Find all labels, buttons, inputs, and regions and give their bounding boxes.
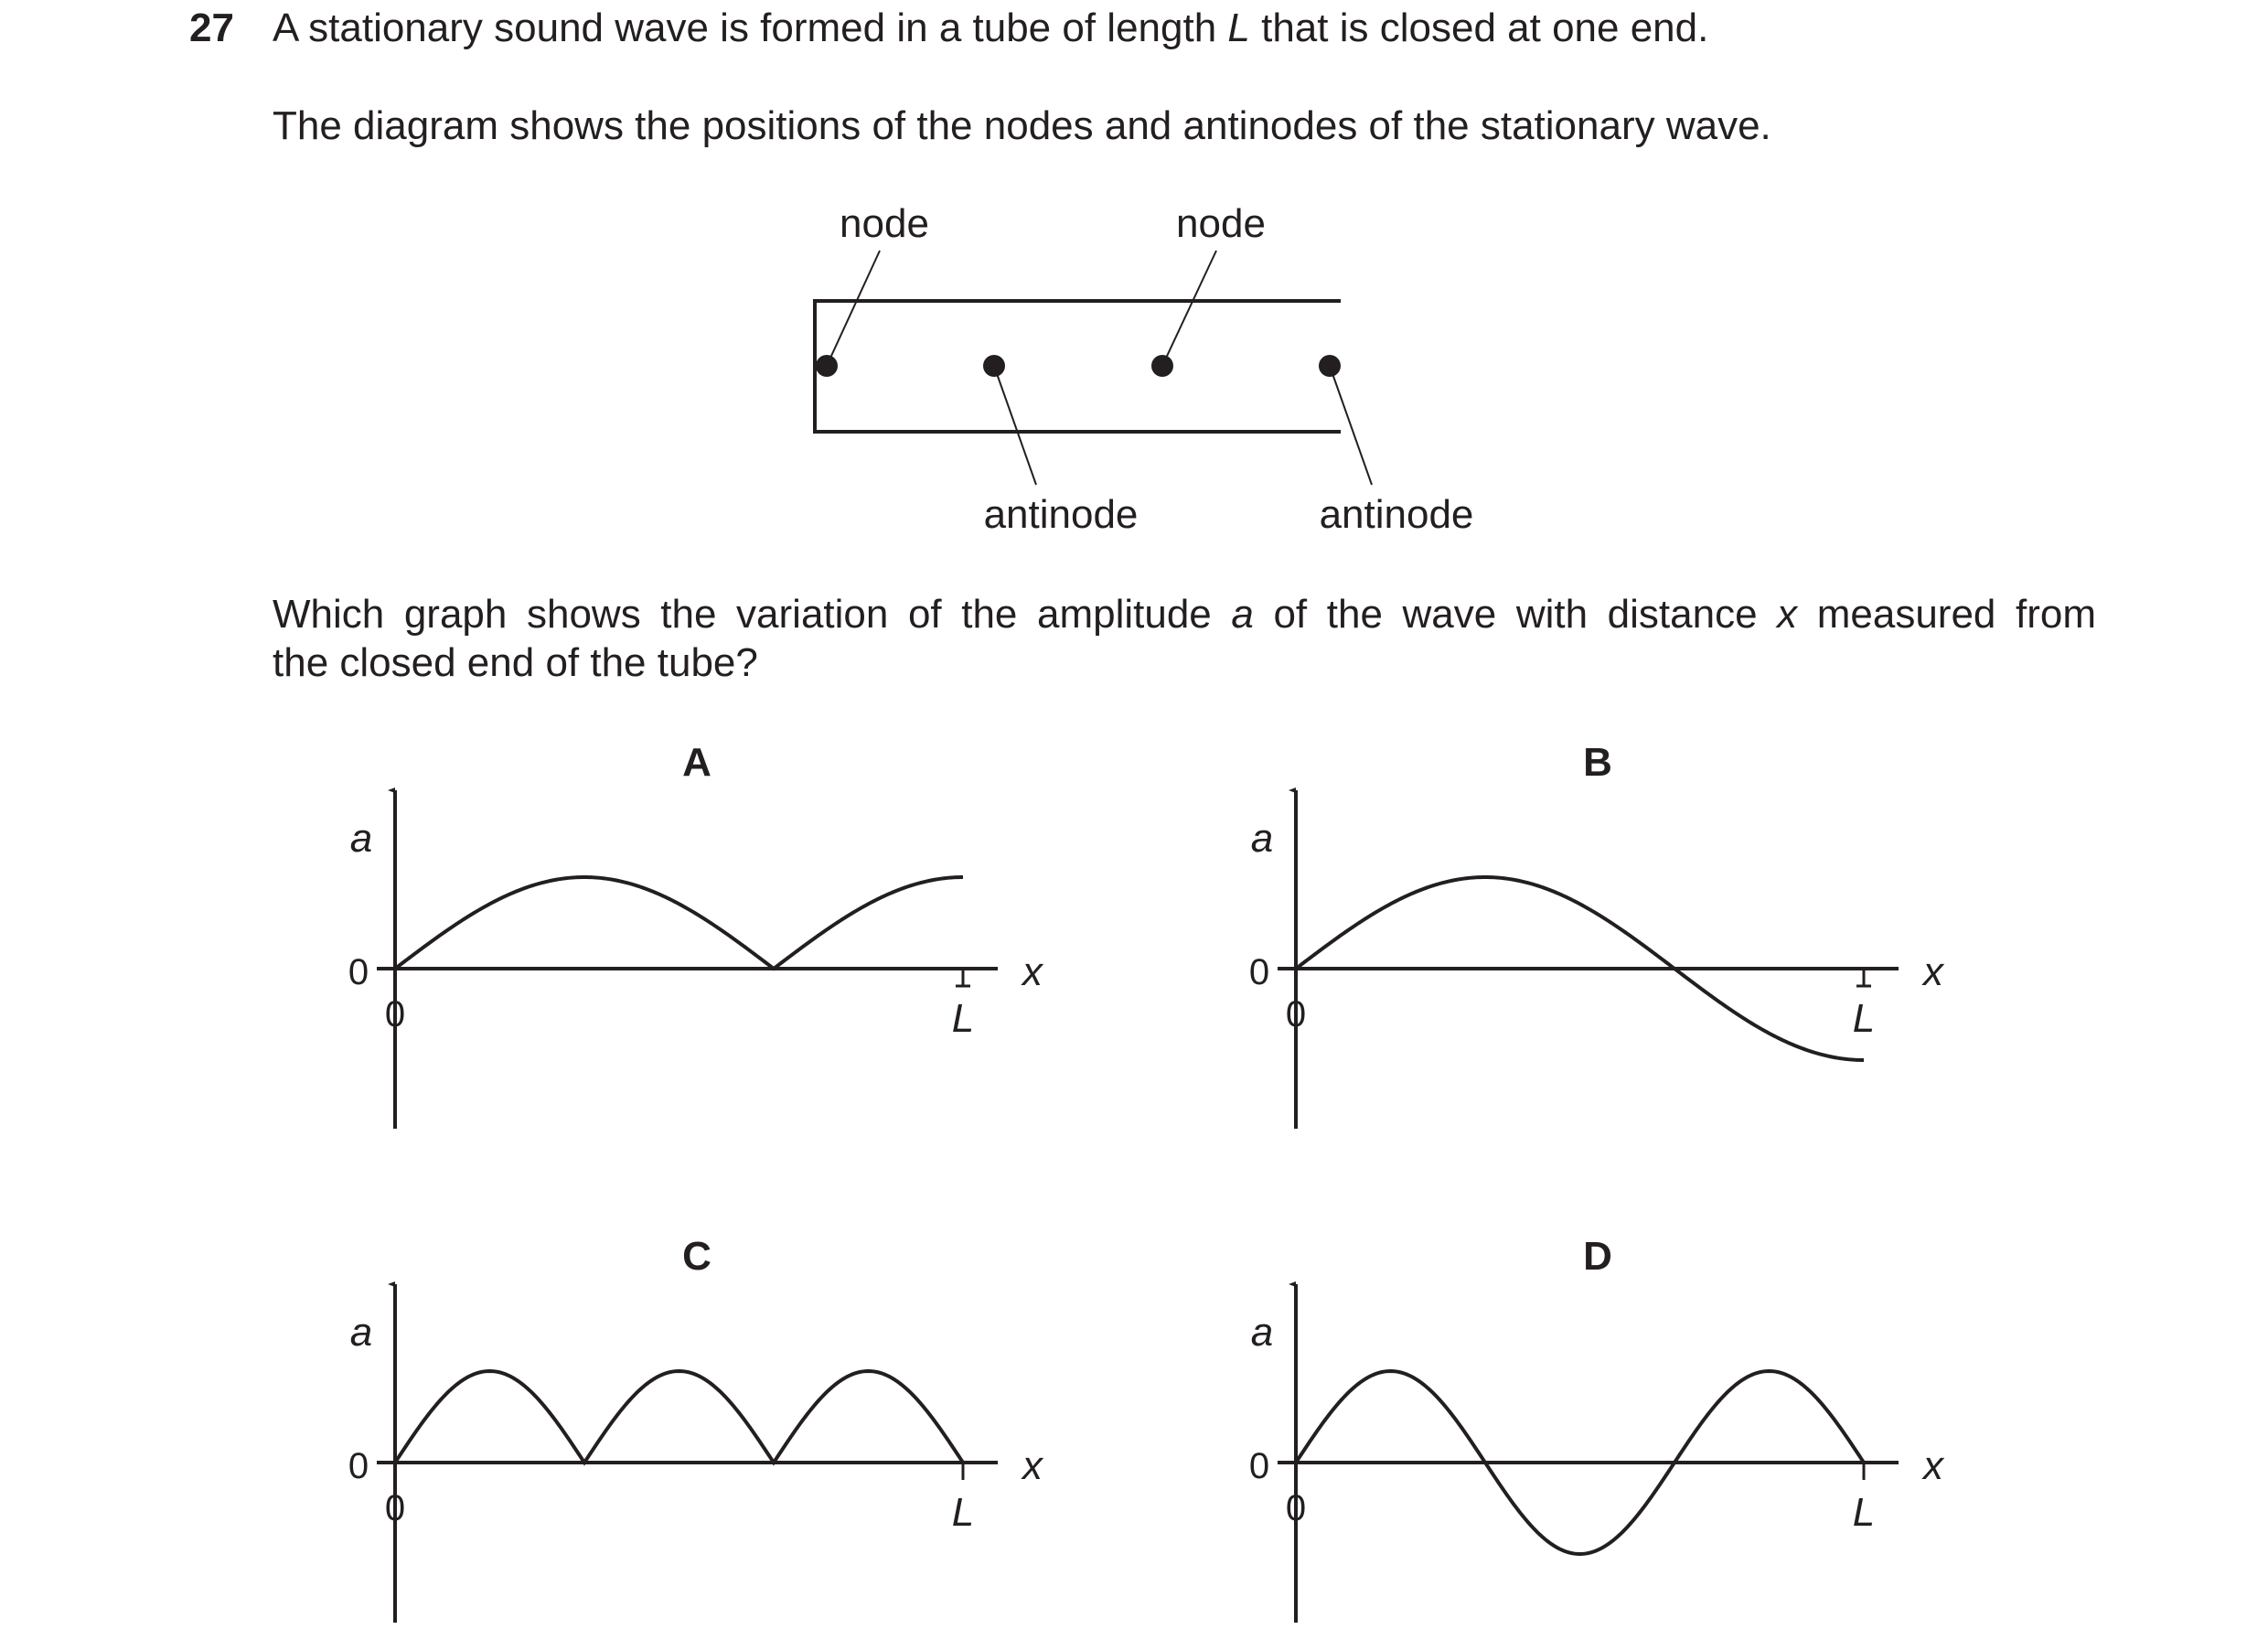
graph-b <box>1249 740 1945 1129</box>
graph-d-y-label: a <box>1250 1310 1274 1355</box>
node-leader-2 <box>1162 251 1216 366</box>
diagram-description: The diagram shows the positions of the nodes and antinodes of the stationary wave. <box>273 103 1771 148</box>
ask-text-3: measured from <box>1797 592 2096 637</box>
graph-a-x-zero: 0 <box>384 994 406 1034</box>
node-label-1: node <box>840 201 929 246</box>
question-number: 27 <box>189 5 234 50</box>
antinode-leader-1 <box>994 366 1036 485</box>
ask-text-1: Which graph shows the variation of the amplitude <box>273 592 1232 637</box>
graph-b-x-end: L <box>1852 996 1876 1041</box>
node-leader-1 <box>827 251 880 366</box>
graph-a-curve <box>395 877 963 969</box>
question-ask-line-2: the closed end of the tube? <box>273 640 758 685</box>
graph-c-letter: C <box>682 1234 711 1279</box>
graph-c-y-label: a <box>349 1310 373 1355</box>
graph-a-x-label: x <box>1022 949 1043 994</box>
antinode-label-1: antinode <box>983 492 1139 537</box>
antinode-label-2: antinode <box>1319 492 1474 537</box>
intro-text-1: A stationary sound wave is formed in a tube of length <box>273 5 1228 50</box>
graph-c-x-zero: 0 <box>384 1488 406 1528</box>
intro-variable-L: L <box>1227 5 1250 50</box>
graph-a-y-zero: 0 <box>348 952 369 992</box>
graph-b-x-zero: 0 <box>1285 994 1307 1034</box>
graph-d-letter: D <box>1583 1234 1612 1279</box>
graph-b-x-label: x <box>1923 949 1943 994</box>
antinode-leader-2 <box>1330 366 1372 485</box>
graph-d-x-zero: 0 <box>1285 1488 1307 1528</box>
graph-d-x-label: x <box>1923 1443 1943 1488</box>
ask-variable-a: a <box>1231 592 1254 637</box>
intro-text-2: that is closed at one end. <box>1249 5 1709 50</box>
graph-a <box>348 740 1044 1129</box>
tube-diagram <box>815 201 1473 537</box>
graph-a-y-label: a <box>349 816 373 861</box>
graph-a-x-end: L <box>951 996 975 1041</box>
graph-d-x-end: L <box>1852 1490 1876 1535</box>
graph-b-letter: B <box>1583 740 1612 785</box>
ask-variable-x: x <box>1777 592 1798 637</box>
graph-c <box>348 1234 1044 1623</box>
graph-c-x-end: L <box>951 1490 975 1535</box>
graph-a-letter: A <box>682 740 711 785</box>
graph-d <box>1249 1234 1945 1623</box>
ask-text-2: of the wave with distance <box>1253 592 1778 637</box>
graph-d-y-zero: 0 <box>1248 1446 1270 1486</box>
graph-c-curve <box>395 1371 963 1463</box>
tube-outline <box>815 301 1341 432</box>
graph-c-x-label: x <box>1022 1443 1043 1488</box>
node-label-2: node <box>1176 201 1266 246</box>
graph-b-y-label: a <box>1250 816 1274 861</box>
graph-b-y-zero: 0 <box>1248 952 1270 992</box>
graph-c-y-zero: 0 <box>348 1446 369 1486</box>
